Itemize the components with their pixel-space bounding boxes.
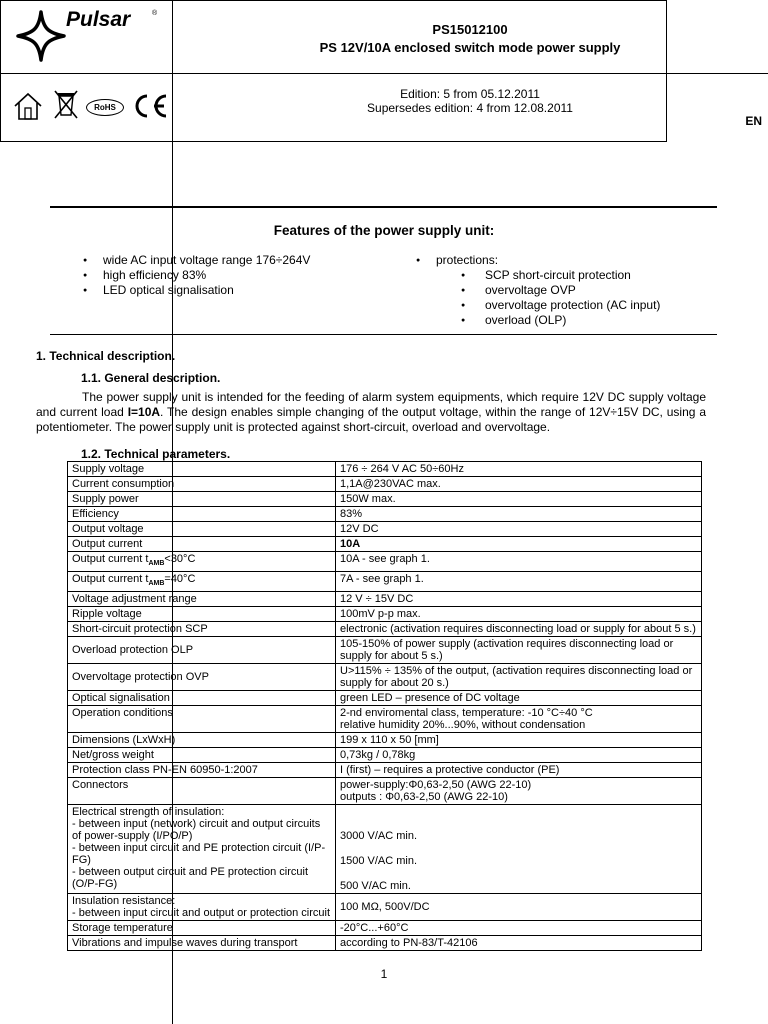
- param-value: 105-150% of power supply (activation requires disconnecting load or supply for about 5 s.): [336, 637, 702, 664]
- ce-mark-icon: [130, 92, 170, 120]
- list-item: ● SCP short-circuit protection: [461, 268, 660, 283]
- param-name: Efficiency: [68, 507, 336, 522]
- param-name: Operation conditions: [68, 706, 336, 733]
- param-value: electronic (activation requires disconnecting load or supply for about 5 s.): [336, 622, 702, 637]
- param-value: 10A: [336, 537, 702, 552]
- list-item: ● overload (OLP): [461, 313, 660, 328]
- header-box: [0, 0, 762, 142]
- param-name: Storage temperature: [68, 921, 336, 936]
- table-row: [68, 492, 702, 507]
- rohs-badge: RoHS: [86, 99, 124, 116]
- table-row: [68, 592, 702, 607]
- page-number: 1: [380, 967, 388, 981]
- table-row: [68, 537, 702, 552]
- param-name: [68, 572, 336, 592]
- param-value: 7A - see graph 1.: [336, 572, 702, 592]
- value-line: relative humidity 20%...90%, without condensation: [340, 719, 586, 732]
- param-value: 10A - see graph 1.: [336, 552, 702, 572]
- header-divider-h: [0, 73, 768, 74]
- table-row: [68, 894, 702, 921]
- model-code: PS15012100: [432, 22, 508, 37]
- list-item: ● LED optical signalisation: [83, 283, 310, 298]
- param-name: Ripple voltage: [68, 607, 336, 622]
- param-name: Output current: [68, 537, 336, 552]
- table-row: [68, 748, 702, 763]
- table-row: [68, 572, 702, 592]
- logo-text: Pulsar: [66, 8, 131, 31]
- edition: Edition: 5 from 05.12.2011: [400, 87, 540, 101]
- features-title: Features of the power supply unit:: [273, 223, 495, 238]
- param-name: Connectors: [68, 778, 336, 805]
- para-bold: I=10A: [127, 405, 161, 419]
- table-row: [68, 805, 702, 894]
- param-value: [336, 778, 702, 805]
- param-name-text: Output current t: [72, 553, 149, 565]
- list-item: ● overvoltage protection (AC input): [461, 298, 660, 313]
- language-code: EN: [745, 114, 762, 128]
- indoor-use-icon: [12, 90, 44, 122]
- name-line: Electrical strength of insulation:: [72, 806, 225, 819]
- list-item: ● high efficiency 83%: [83, 268, 310, 283]
- param-name: [68, 894, 336, 921]
- supersedes: Supersedes edition: 4 from 12.08.2011: [367, 101, 573, 115]
- param-value: I (first) – requires a protective conductor (PE): [336, 763, 702, 778]
- rule-features-bottom: [50, 334, 717, 335]
- param-name: Vibrations and impulse waves during transport: [68, 936, 336, 951]
- list-item: ● protections:: [416, 253, 498, 268]
- features-right-list: [416, 253, 498, 268]
- param-name: Optical signalisation: [68, 691, 336, 706]
- registered-mark: ®: [152, 10, 158, 17]
- value-line: 3000 V/AC min.: [340, 830, 418, 843]
- para-text: The power supply unit is intended for the feeding of alarm system equipments, which require 12V DC supply voltage and current load: [36, 390, 706, 419]
- param-sub: AMB: [148, 580, 165, 588]
- value-line: 500 V/AC min.: [340, 880, 411, 893]
- param-value: 199 x 110 x 50 [mm]: [336, 733, 702, 748]
- section-heading: 1. Technical description.: [36, 349, 176, 363]
- param-name-text: =40°C: [164, 573, 196, 586]
- name-line: Insulation resistance:: [72, 895, 176, 908]
- table-row: [68, 607, 702, 622]
- table-row: [68, 637, 702, 664]
- table-row: [68, 733, 702, 748]
- param-value: 0,73kg / 0,78kg: [336, 748, 702, 763]
- param-value: according to PN-83/T-42106: [336, 936, 702, 951]
- subsection-heading: 1.2. Technical parameters.: [81, 447, 231, 461]
- table-row: [68, 763, 702, 778]
- param-value: 83%: [336, 507, 702, 522]
- param-value: green LED – presence of DC voltage: [336, 691, 702, 706]
- param-value: 100 MΩ, 500V/DC: [336, 894, 702, 921]
- value-line: power-supply:Φ0,63-2,50 (AWG 22-10): [340, 779, 532, 792]
- param-value: [336, 805, 702, 894]
- table-row: [68, 706, 702, 733]
- param-name: Supply power: [68, 492, 336, 507]
- pulsar-logo-icon: [16, 10, 66, 62]
- subsection-heading: 1.1. General description.: [81, 371, 221, 385]
- param-value: [336, 706, 702, 733]
- param-value: 12 V ÷ 15V DC: [336, 592, 702, 607]
- features-left-list: [83, 253, 310, 298]
- value-line: 1500 V/AC min.: [340, 855, 418, 868]
- weee-bin-icon: [52, 88, 80, 122]
- param-name: Overload protection OLP: [68, 637, 336, 664]
- param-name: [68, 552, 336, 572]
- list-item: ● wide AC input voltage range 176÷264V: [83, 253, 310, 268]
- param-value: 12V DC: [336, 522, 702, 537]
- param-value: 100mV p-p max.: [336, 607, 702, 622]
- param-value: U>115% ÷ 135% of the output, (activation requires disconnecting load or supply for about 20 s.): [336, 664, 702, 691]
- param-name: [68, 805, 336, 894]
- value-line: 2-nd enviromental class, temperature: -10 °C÷40 °C: [340, 707, 593, 720]
- param-name-text: <30°C: [164, 553, 196, 565]
- param-name: Dimensions (LxWxH): [68, 733, 336, 748]
- param-sub: AMB: [148, 560, 165, 568]
- param-name: Voltage adjustment range: [68, 592, 336, 607]
- protections-list: [461, 268, 660, 328]
- param-value: 1,1A@230VAC max.: [336, 477, 702, 492]
- para-text: . The design enables simple changing of the output voltage, within the range of 12V÷15V DC, using a potentiometer. The power supply unit is protected against short-circuit, overload and overvoltage.: [36, 405, 706, 434]
- table-row: [68, 691, 702, 706]
- table-row: [68, 477, 702, 492]
- name-line: - between input (network) circuit and output circuits of power-supply (I/PO/P): [72, 818, 321, 843]
- table-row: [68, 921, 702, 936]
- param-name: Supply voltage: [68, 462, 336, 477]
- rule-top: [50, 206, 717, 208]
- table-row: [68, 664, 702, 691]
- table-row: [68, 778, 702, 805]
- table-row: [68, 622, 702, 637]
- param-name: Current consumption: [68, 477, 336, 492]
- param-name: Protection class PN-EN 60950-1:2007: [68, 763, 336, 778]
- value-line: outputs : Φ0,63-2,50 (AWG 22-10): [340, 791, 508, 804]
- general-description: [36, 390, 706, 435]
- table-row: [68, 507, 702, 522]
- parameters-table: [67, 461, 702, 951]
- table-row: [68, 522, 702, 537]
- param-name: Overvoltage protection OVP: [68, 664, 336, 691]
- list-item: ● overvoltage OVP: [461, 283, 660, 298]
- param-name: Short-circuit protection SCP: [68, 622, 336, 637]
- name-line: - between output circuit and PE protection circuit (O/P-FG): [72, 866, 309, 891]
- param-value: 176 ÷ 264 V AC 50÷60Hz: [336, 462, 702, 477]
- table-row: [68, 462, 702, 477]
- table-row: [68, 936, 702, 951]
- param-name: Output voltage: [68, 522, 336, 537]
- param-name: Net/gross weight: [68, 748, 336, 763]
- param-value: -20°C...+60°C: [336, 921, 702, 936]
- param-name-text: Output current t: [72, 573, 149, 586]
- name-line: - between input circuit and output or protection circuit: [72, 907, 331, 920]
- table-row: [68, 552, 702, 572]
- name-line: - between input circuit and PE protection circuit (I/P-FG): [72, 842, 326, 867]
- product-title: PS 12V/10A enclosed switch mode power supply: [319, 40, 621, 55]
- param-value: 150W max.: [336, 492, 702, 507]
